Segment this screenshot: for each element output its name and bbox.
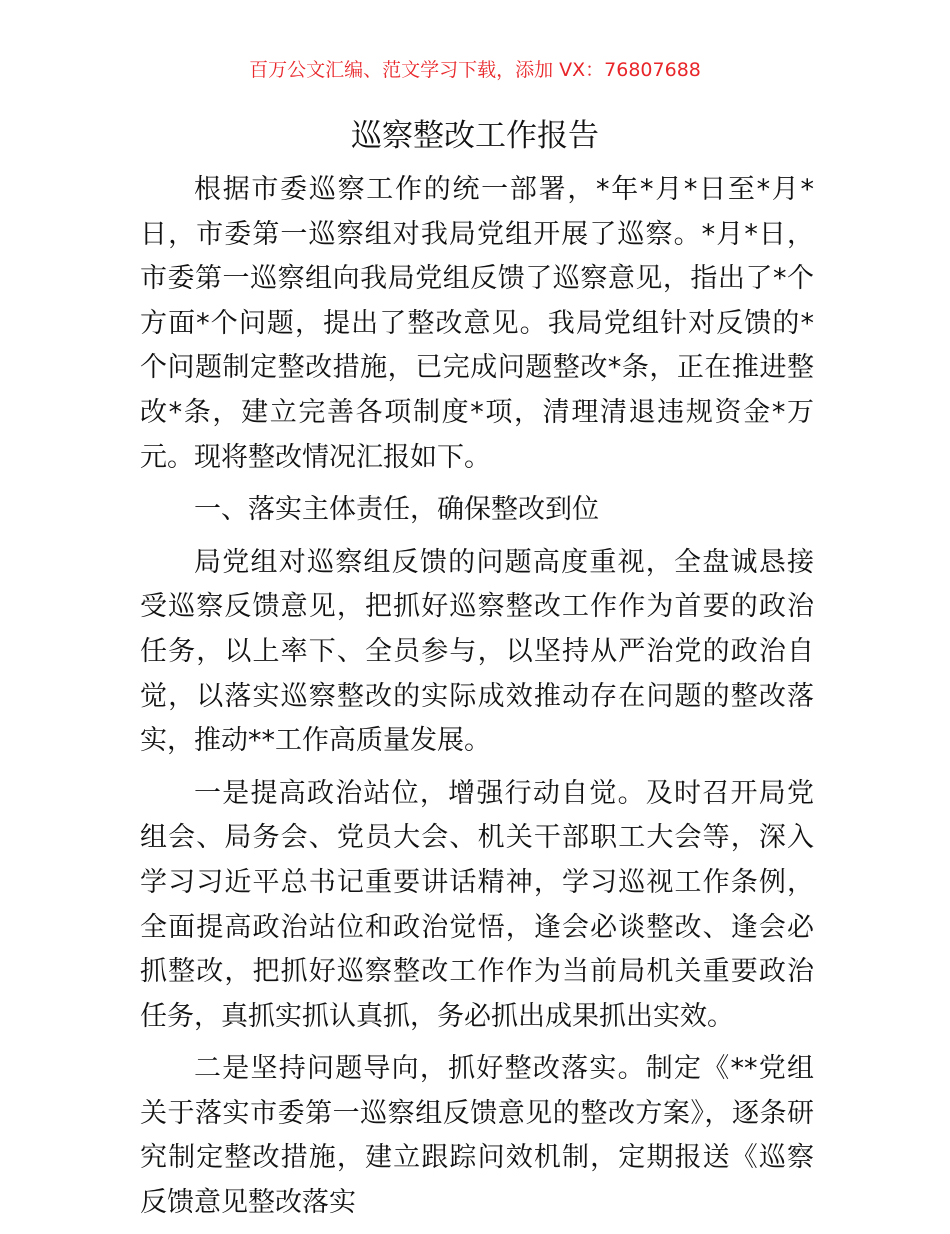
paragraph-intro: 根据市委巡察工作的统一部署，*年*月*日至*月*日，市委第一巡察组对我局党组开展了巡察。*月*日，市委第一巡察组向我局党组反馈了巡察意见，指出了*个方面*个问题，提出了整改意见。我局党组针对反馈的*个问题制定整改措施，已完成问题整改*条，正在推进整改*条，建立完善各项制度*项，清理清退违规资金*万元。现将整改情况汇报如下。 — [140, 174, 814, 473]
paragraph-section-1: 局党组对巡察组反馈的问题高度重视，全盘诚恳接受巡察反馈意见，把抓好巡察整改工作作为首要的政治任务，以上率下、全员参与，以坚持从严治党的政治自觉，以落实巡察整改的实际成效推动存在问题的整改落实，推动**工作高质量发展。 — [140, 546, 814, 757]
paragraph-point-1: 一是提高政治站位，增强行动自觉。及时召开局党组会、局务会、党员大会、机关干部职工大会等，深入学习习近平总书记重要讲话精神，学习巡视工作条例，全面提高政治站位和政治觉悟，逢会必谈整改、逢会必抓整改，把抓好巡察整改工作作为当前局机关重要政治任务，真抓实抓认真抓，务必抓出成果抓出实效。 — [140, 777, 814, 1032]
paragraph-point-2: 二是坚持问题导向，抓好整改落实。制定《**党组关于落实市委第一巡察组反馈意见的整改方案》，逐条研究制定整改措施，建立跟踪问效机制，定期报送《巡察反馈意见整改落实 — [140, 1053, 814, 1219]
watermark-banner: 百万公文汇编、范文学习下载，添加 VX：76807688 — [249, 59, 701, 81]
section-heading-1: 一、落实主体责任，确保整改到位 — [194, 494, 599, 526]
document-body — [140, 168, 814, 1234]
document-title: 巡察整改工作报告 — [351, 118, 599, 154]
